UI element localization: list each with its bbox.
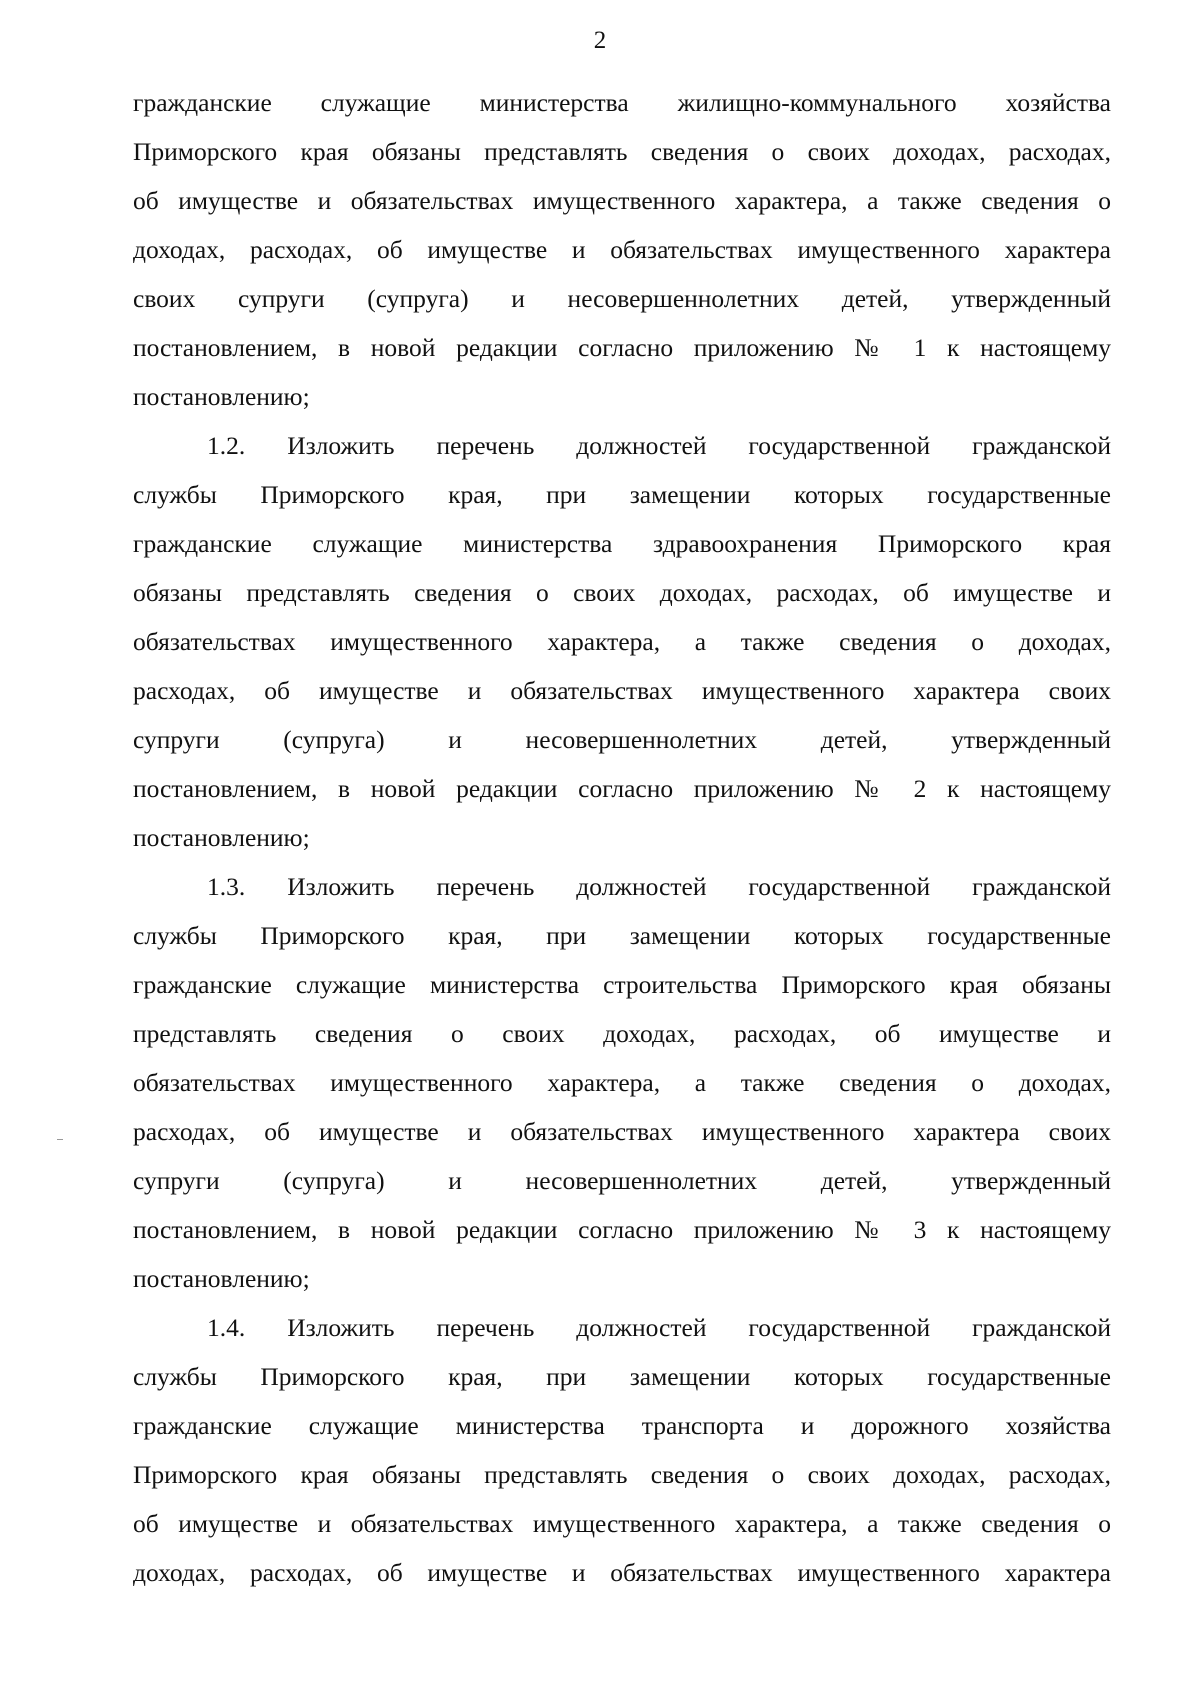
text-line: постановлением, в новой редакции согласно приложению № 2 к настоящему (133, 774, 1111, 803)
scan-artifact (57, 1139, 63, 1140)
text-line: постановлением, в новой редакции согласно приложению № 3 к настоящему (133, 1215, 1111, 1244)
paragraph (133, 1303, 1111, 1597)
text-line: обязательствах имущественного характера, а также сведения о доходах, (133, 627, 1111, 656)
text-line: расходах, об имуществе и обязательствах имущественного характера своих (133, 1117, 1111, 1146)
text-line: службы Приморского края, при замещении которых государственные (133, 1362, 1111, 1391)
text-line: службы Приморского края, при замещении которых государственные (133, 480, 1111, 509)
text-line: расходах, об имуществе и обязательствах имущественного характера своих (133, 676, 1111, 705)
text-line: 1.2. Изложить перечень должностей государственной гражданской (207, 431, 1111, 460)
text-line: службы Приморского края, при замещении которых государственные (133, 921, 1111, 950)
paragraph (133, 421, 1111, 862)
text-line: супруги (супруга) и несовершеннолетних детей, утвержденный (133, 725, 1111, 754)
paragraph (133, 862, 1111, 1303)
text-line: 1.4. Изложить перечень должностей государственной гражданской (207, 1313, 1111, 1342)
text-line: доходах, расходах, об имуществе и обязательствах имущественного характера (133, 1558, 1111, 1587)
text-line: Приморского края обязаны представлять сведения о своих доходах, расходах, (133, 137, 1111, 166)
text-line: постановлению; (133, 1264, 310, 1293)
text-line: обязаны представлять сведения о своих доходах, расходах, об имуществе и (133, 578, 1111, 607)
text-line: обязательствах имущественного характера, а также сведения о доходах, (133, 1068, 1111, 1097)
text-line: Приморского края обязаны представлять сведения о своих доходах, расходах, (133, 1460, 1111, 1489)
text-line: представлять сведения о своих доходах, расходах, об имуществе и (133, 1019, 1111, 1048)
text-line: гражданские служащие министерства здравоохранения Приморского края (133, 529, 1111, 558)
text-line: гражданские служащие министерства строительства Приморского края обязаны (133, 970, 1111, 999)
text-line: постановлением, в новой редакции согласно приложению № 1 к настоящему (133, 333, 1111, 362)
text-line: своих супруги (супруга) и несовершеннолетних детей, утвержденный (133, 284, 1111, 313)
text-line: постановлению; (133, 382, 310, 411)
text-line: постановлению; (133, 823, 310, 852)
text-line: доходах, расходах, об имуществе и обязательствах имущественного характера (133, 235, 1111, 264)
text-line: 1.3. Изложить перечень должностей государственной гражданской (207, 872, 1111, 901)
text-line: об имуществе и обязательствах имущественного характера, а также сведения о (133, 186, 1111, 215)
document-body (133, 78, 1111, 1597)
text-line: об имуществе и обязательствах имущественного характера, а также сведения о (133, 1509, 1111, 1538)
text-line: гражданские служащие министерства жилищно-коммунального хозяйства (133, 88, 1111, 117)
page-number: 2 (593, 27, 607, 54)
text-line: супруги (супруга) и несовершеннолетних детей, утвержденный (133, 1166, 1111, 1195)
text-line: гражданские служащие министерства транспорта и дорожного хозяйства (133, 1411, 1111, 1440)
paragraph (133, 78, 1111, 421)
